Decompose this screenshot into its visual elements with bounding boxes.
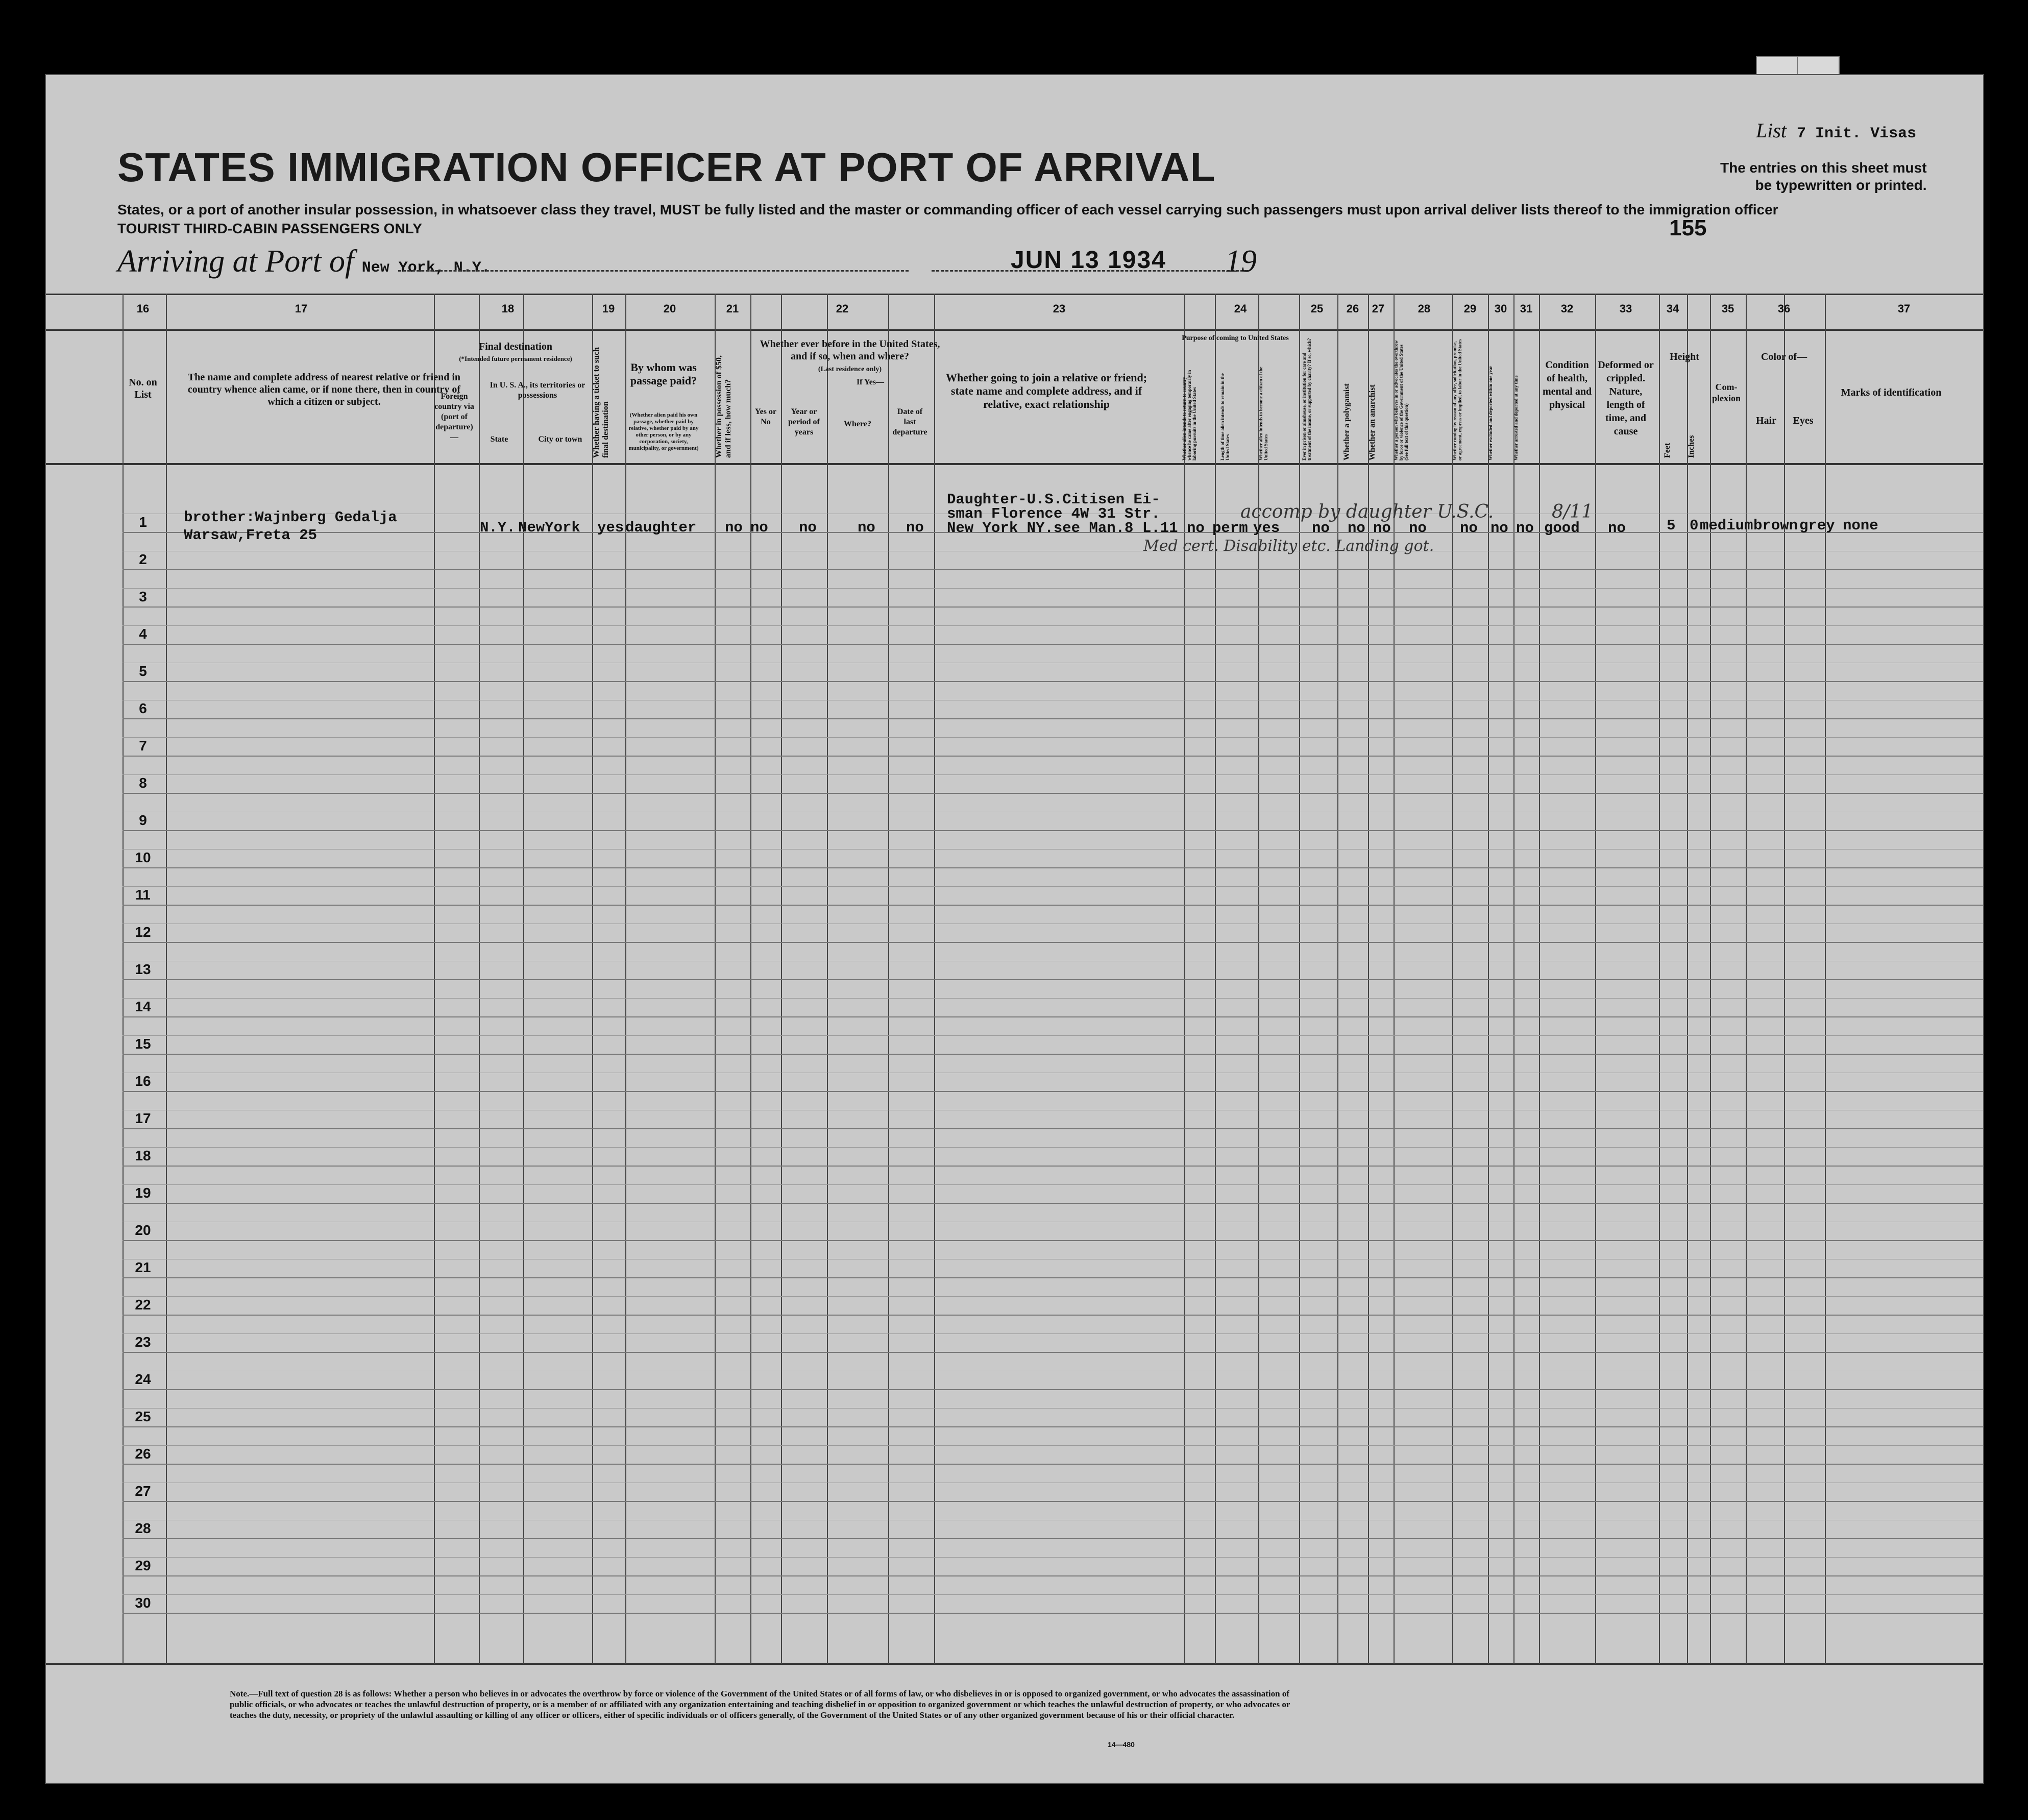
entry-anarchist: no (1373, 520, 1391, 537)
handwritten-annotation: accomp by daughter U.S.C. (1240, 501, 1494, 522)
row-rule (123, 942, 1983, 943)
row-number: 5 (139, 663, 147, 679)
row-rule (123, 867, 1983, 868)
header-usa-possessions: In U. S. A., its territories or possessions (490, 381, 585, 400)
handwritten-annotation: Med cert. Disability etc. Landing got. (1143, 537, 1434, 555)
row-subrule (123, 1035, 1983, 1036)
arrival-port-value: New York, N.Y. (361, 259, 491, 277)
header-passage-paid: By whom was passage paid? (630, 361, 697, 387)
port-underline (398, 270, 909, 272)
row-number: 16 (135, 1073, 151, 1089)
row-rule (123, 1240, 1983, 1241)
row-rule (123, 1054, 1983, 1055)
column-number: 34 (1666, 302, 1679, 315)
header-length-of-stay: Length of time alien intends to remain in the United States (1220, 373, 1230, 460)
entry-marks: none (1843, 517, 1878, 534)
entry-health: good (1544, 520, 1580, 537)
list-value: 7 Init. Visas (1797, 125, 1917, 142)
entry-labor-offer: no (1460, 520, 1478, 537)
list-number: List 7 Init. Visas (1756, 119, 1917, 142)
row-subrule (123, 1557, 1983, 1558)
row-number: 2 (139, 551, 147, 567)
column-number: 26 (1346, 302, 1359, 315)
header-city: City or town (538, 435, 582, 444)
header-marks: Marks of identification (1841, 387, 1942, 398)
column-number: 21 (726, 302, 739, 315)
row-rule (123, 756, 1983, 757)
row-subrule (123, 1594, 1983, 1595)
row-rule (123, 1538, 1983, 1539)
column-number: 27 (1372, 302, 1385, 315)
entry-last-departure: no (906, 519, 924, 536)
row-subrule (123, 1184, 1983, 1185)
row-number: 23 (135, 1334, 151, 1350)
row-subrule (123, 1147, 1983, 1148)
header-excluded: Whether excluded and deported within one year (1488, 366, 1493, 460)
header-final-destination-note: (*Intended future permanent residence) (459, 355, 572, 362)
row-rule (123, 905, 1983, 906)
entry-length: perm (1212, 520, 1248, 537)
row-number: 22 (135, 1297, 151, 1313)
entry-purpose: no (1187, 520, 1205, 537)
header-last-departure: Date of last departure (892, 407, 927, 436)
entry-state: N.Y. (480, 519, 516, 536)
row-rule (123, 830, 1983, 831)
row-number: 17 (135, 1110, 151, 1126)
header-yes-no: Yes or No (754, 407, 777, 426)
row-number: 14 (135, 999, 151, 1014)
entry-join-line2: sman Florence 4W 31 Str. (947, 505, 1160, 522)
header-health: Condition of health, mental and physical (1542, 359, 1592, 410)
arrival-port: Arriving at Port of New York, N.Y. (117, 244, 491, 279)
row-subrule (123, 998, 1983, 999)
row-rule (123, 1426, 1983, 1427)
row-number: 1 (139, 514, 147, 530)
column-number: 20 (663, 302, 676, 315)
row-number: 15 (135, 1036, 151, 1052)
column-number: 19 (602, 302, 615, 315)
entry-feet: 5 (1667, 517, 1676, 534)
column-number: 36 (1777, 302, 1791, 315)
row-subrule (123, 886, 1983, 887)
row-number: 27 (135, 1483, 151, 1499)
header-color-of: Color of— (1761, 351, 1807, 362)
row-rule (123, 979, 1983, 980)
header-inches: Inches (1687, 435, 1696, 458)
entry-deported: no (1516, 520, 1534, 537)
row-number: 13 (135, 961, 151, 977)
row-rule (123, 1203, 1983, 1204)
column-number: 16 (136, 302, 150, 315)
date-stamp: JUN 13 1934 (1011, 247, 1166, 274)
header-no-on-list: No. on List (129, 377, 157, 400)
row-rule (123, 644, 1983, 645)
row-number: 4 (139, 626, 147, 642)
row-rule (123, 569, 1983, 570)
row-rule (123, 1464, 1983, 1465)
row-number: 20 (135, 1222, 151, 1238)
rule (46, 294, 1983, 295)
row-rule (123, 1128, 1983, 1129)
column-number: 23 (1053, 302, 1066, 315)
column-number: 30 (1494, 302, 1507, 315)
entry-where: no (858, 519, 875, 536)
row-rule (123, 793, 1983, 794)
entry-complexion: medium (1700, 517, 1753, 534)
row-number: 3 (139, 589, 147, 604)
row-rule (123, 1277, 1983, 1278)
header-complexion: Com-plexion (1712, 382, 1741, 403)
column-number: 33 (1619, 302, 1632, 315)
header-intends-return: Whether alien intends to return to country whence he came after engaging temporarily in laboring pursuits in the United States (1182, 370, 1197, 460)
row-number: 8 (139, 775, 147, 791)
row-subrule (123, 737, 1983, 738)
entry-paid-by: daughter (625, 519, 697, 536)
year-prefix: 19 (1225, 244, 1257, 279)
entry-overthrow: no (1409, 520, 1427, 537)
row-number: 25 (135, 1409, 151, 1424)
row-number: 7 (139, 738, 147, 754)
header-final-destination: Final destination (479, 341, 552, 352)
manifest-sheet (45, 74, 1984, 1784)
header-overthrow: Whether a person who believes in or advocates the overthrow by force or violence of the Government of the United States (See full text of this question) (1394, 340, 1409, 460)
header-passage-paid-note: (Whether alien paid his own passage, whether paid by relative, whether paid by any other person, or by any corporation, society, municipality, or government) (628, 412, 699, 451)
entry-polygamist: no (1348, 520, 1365, 537)
row-rule (123, 1575, 1983, 1576)
column-number: 25 (1310, 302, 1324, 315)
header-where: Where? (844, 420, 871, 428)
row-number: 18 (135, 1148, 151, 1163)
row-rule (123, 1613, 1983, 1614)
column-number: 22 (836, 302, 849, 315)
entry-excluded: no (1491, 520, 1508, 537)
row-subrule (123, 849, 1983, 850)
header-years: Year or period of years (788, 407, 820, 436)
row-number: 30 (135, 1595, 151, 1611)
row-rule (123, 1501, 1983, 1502)
column-number: 31 (1520, 302, 1533, 315)
entry-years: no (799, 519, 817, 536)
handwritten-annotation: 8/11 (1552, 501, 1593, 522)
header-anarchist: Whether an anarchist (1368, 384, 1377, 460)
row-subrule (123, 1445, 1983, 1446)
header-join-relative: Whether going to join a relative or friend; state name and complete address, and if relative, exact relationship (945, 371, 1147, 410)
rule (46, 463, 1983, 465)
header-hair: Hair (1756, 415, 1776, 426)
column-number: 35 (1721, 302, 1734, 315)
entry-citizen: yes (1253, 520, 1280, 537)
row-number: 29 (135, 1558, 151, 1573)
page-number: 155 (1669, 215, 1707, 240)
instructions-text: States, or a port of another insular possession, in whatsoever class they travel, MUST be fully listed and the master or commanding officer of each vessel carrying such passengers must upon arrival deliver lists thereof to the immigration officer (117, 202, 1778, 217)
row-number: 21 (135, 1259, 151, 1275)
page-title: STATES IMMIGRATION OFFICER AT PORT OF ARRIVAL (117, 144, 1216, 190)
entry-hair: brown (1753, 517, 1798, 534)
row-rule (123, 1389, 1983, 1390)
header-deported: Whether arrested and deported at any time (1513, 375, 1519, 460)
entry-city: NewYork (518, 519, 580, 536)
row-rule (123, 1091, 1983, 1092)
header-if-yes: If Yes— (856, 378, 885, 386)
row-rule (123, 1352, 1983, 1353)
column-number: 28 (1418, 302, 1431, 315)
footnote: Note.—Full text of question 28 is as follows: Whether a person who believes in or advocates the overthrow by force or violence of the Government of the United States or of all forms of law, or who disbelieves in or is opposed to organized government, or who advocates the assassination of public officials, or who advocates or teaches the unlawful destruction of property, or is a member of or affiliated with any organization entertaining and teaching disbelief in or opposition to organized government or which teaches the unlawful destruction of property, or who advocates or teaches the duty, necessity, or propriety of the unlawful assaulting or killing of any officer or officers, either of specific individuals or of officers generally, of the Government of the United States or of any other organized government because of his or their official character. (230, 1689, 1290, 1720)
header-last-residence: (Last residence only) (818, 366, 882, 373)
row-subrule (123, 1333, 1983, 1334)
row-rule (123, 718, 1983, 719)
row-subrule (123, 1408, 1983, 1409)
header-become-citizen: Whether alien intends to become a citizen of the United States (1258, 367, 1268, 460)
header-prison: Ever in prison or almshouse, or institution for care and treatment of the insane, or supported by charity? If so, which? (1302, 338, 1312, 460)
header-labor-offer: Whether coming by reason of any offer, solicitation, promise, or agreement, express or implied, to labor in the United States (1452, 339, 1462, 460)
row-rule (123, 681, 1983, 682)
header-fifty-dollars: Whether in possession of $50, and if less, how much? (715, 355, 732, 458)
row-number: 6 (139, 700, 147, 716)
row-subrule (123, 774, 1983, 775)
column-number: 37 (1897, 302, 1911, 315)
header-ever-before: Whether ever before in the United States, and if so, when and where? (760, 338, 940, 362)
row-number: 10 (135, 850, 151, 865)
row-number: 19 (135, 1185, 151, 1201)
row-subrule (123, 625, 1983, 626)
row-number: 26 (135, 1446, 151, 1462)
row-number: 28 (135, 1520, 151, 1536)
entry-eyes: grey (1799, 517, 1835, 534)
rule (46, 1663, 1983, 1665)
row-rule (123, 1166, 1983, 1167)
row-number: 12 (135, 924, 151, 940)
header-foreign-country: Foreign country via (port of departure)— (434, 392, 474, 442)
row-number: 11 (135, 887, 151, 903)
entry-relative-line1: brother:Wajnberg Gedalja (184, 509, 397, 526)
entry-relative-line2: Warsaw,Freta 25 (184, 527, 317, 544)
column-number: 32 (1560, 302, 1574, 315)
header-eyes: Eyes (1793, 415, 1814, 426)
column-number: 18 (501, 302, 515, 315)
row-rule (123, 1016, 1983, 1017)
row-subrule (123, 588, 1983, 589)
entry-inches: 0 (1690, 517, 1699, 534)
header-relative-address: The name and complete address of nearest relative or friend in country whence alien came, or if none there, then in country of which a citizen or subject. (187, 372, 461, 407)
header-polygamist: Whether a polygamist (1342, 383, 1351, 460)
entry-join-line1: Daughter-U.S.Citisen Ei- (947, 491, 1160, 508)
typewritten-note: The entries on this sheet must be typewritten or printed. (1720, 160, 1927, 193)
row-number: 24 (135, 1371, 151, 1387)
entry-ticket: yes (597, 519, 624, 536)
header-state: State (490, 435, 508, 444)
entry-join-line3: New York NY.see Man.8 L.11 (947, 520, 1178, 537)
row-rule (123, 1315, 1983, 1316)
header-height: Height (1670, 351, 1699, 362)
row-subrule (123, 1296, 1983, 1297)
passenger-class: TOURIST THIRD-CABIN PASSENGERS ONLY (117, 221, 422, 236)
header-purpose: Purpose of coming to United States (1182, 334, 1289, 342)
rule (46, 329, 1983, 331)
entry-ever-before: no (750, 519, 768, 536)
header-feet: Feet (1663, 443, 1672, 458)
column-number: 24 (1234, 302, 1247, 315)
column-number: 29 (1463, 302, 1477, 315)
entry-prison: no (1312, 520, 1330, 537)
entry-money: no (725, 519, 743, 536)
row-rule (123, 606, 1983, 608)
column-number: 17 (295, 302, 308, 315)
entry-deformed: no (1608, 520, 1626, 537)
form-number: 14—480 (1108, 1740, 1135, 1749)
row-number: 9 (139, 812, 147, 828)
header-ticket: Whether having a ticket to such final destination (592, 347, 610, 458)
header-deformed: Deformed or crippled. Nature, length of time, and cause (1598, 359, 1654, 437)
